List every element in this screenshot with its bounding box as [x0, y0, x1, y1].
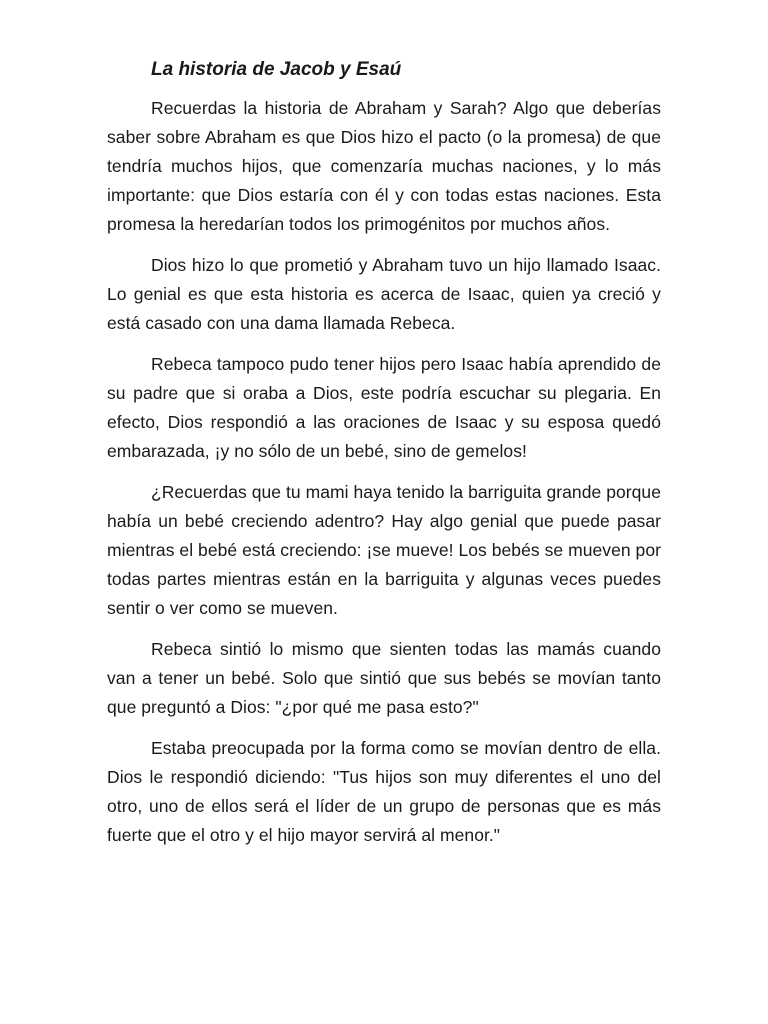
paragraph-2: Dios hizo lo que prometió y Abraham tuvo un hijo llamado Isaac. Lo genial es que esta historia es acerca de Isaac, quien ya creció y está casado con una dama llamada Rebeca. [107, 255, 661, 333]
paragraph-5: Rebeca sintió lo mismo que sienten todas las mamás cuando van a tener un bebé. Solo que sintió que sus bebés se movían tanto que preguntó a Dios: "¿por qué me pasa esto?" [107, 639, 661, 717]
document-page [107, 56, 661, 862]
document-title: La historia de Jacob y Esaú [151, 59, 402, 80]
paragraph-3: Rebeca tampoco pudo tener hijos pero Isaac había aprendido de su padre que si oraba a Dios, este podría escuchar su plegaria. En efecto, Dios respondió a las oraciones de Isaac y su esposa quedó embarazada, ¡y no sólo de un bebé, sino de gemelos! [107, 354, 661, 461]
paragraph-6: Estaba preocupada por la forma como se movían dentro de ella. Dios le respondió diciendo: "Tus hijos son muy diferentes el uno del otro, uno de ellos será el líder de un grupo de personas que es más fuerte que el otro y el hijo mayor servirá al menor." [107, 738, 661, 845]
paragraph-4: ¿Recuerdas que tu mami haya tenido la barriguita grande porque había un bebé creciendo adentro? Hay algo genial que puede pasar mientras el bebé está creciendo: ¡se mueve! Los bebés se mueven por todas partes mientras están en la barriguita y algunas veces puedes sentir o ver como se mueven. [107, 482, 661, 618]
paragraph-1: Recuerdas la historia de Abraham y Sarah? Algo que deberías saber sobre Abraham es que Dios hizo el pacto (o la promesa) de que tendría muchos hijos, que comenzaría muchas naciones, y lo más importante: que Dios estaría con él y con todas estas naciones. Esta promesa la heredarían todos los primogénitos por muchos años. [107, 98, 661, 234]
